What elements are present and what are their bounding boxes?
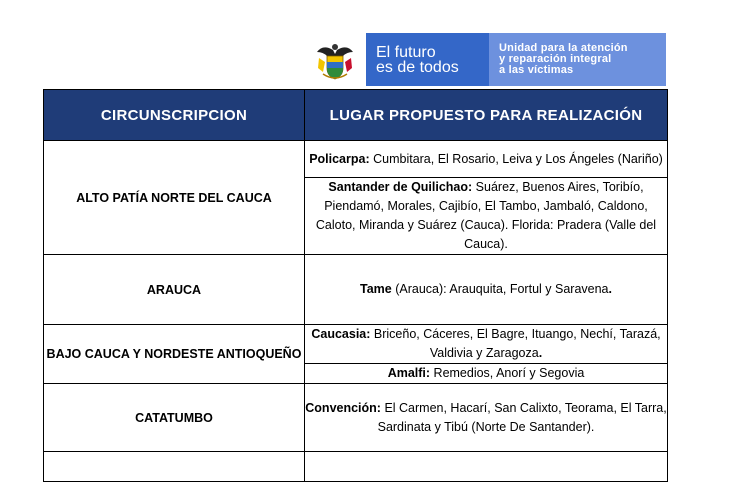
region-cell xyxy=(44,452,305,482)
table-row xyxy=(44,452,668,482)
table-row xyxy=(44,325,668,364)
place-tail: . xyxy=(538,346,543,360)
place-lead: Convención: xyxy=(305,400,381,415)
table-row xyxy=(44,141,668,178)
agency-name xyxy=(489,33,666,86)
table-header-row xyxy=(44,90,668,141)
agency-line-3: a las víctimas xyxy=(499,64,574,76)
header-banner xyxy=(304,33,666,86)
place-lead: Tame xyxy=(360,282,392,296)
coat-of-arms-logo xyxy=(304,33,366,86)
place-cell xyxy=(305,452,668,482)
place-text: El Carmen, Hacarí, San Calixto, Teorama, El Tarra, Sardinata y Tibú (Norte De Santander). xyxy=(377,400,667,434)
place-tail: . xyxy=(608,282,612,296)
agency-line-2: y reparación integral xyxy=(499,53,612,65)
circumscription-table xyxy=(43,89,668,482)
place-lead: Amalfi: xyxy=(387,366,431,380)
place-cell xyxy=(305,255,668,325)
table-row xyxy=(44,384,668,452)
slogan-line-1: El futuro xyxy=(376,43,436,61)
place-cell xyxy=(305,384,668,452)
government-brand xyxy=(304,33,489,86)
header-circunscripcion: CIRCUNSCRIPCION xyxy=(44,90,305,141)
place-cell xyxy=(305,325,668,364)
region-cell: CATATUMBO xyxy=(44,384,305,452)
header-lugar-propuesto: LUGAR PROPUESTO PARA REALIZACIÓN xyxy=(305,90,668,141)
place-lead: Santander de Quilichao: xyxy=(328,180,473,194)
slogan-line-2: es de todos xyxy=(376,58,459,76)
slogan xyxy=(366,45,459,75)
region-cell: BAJO CAUCA Y NORDESTE ANTIOQUEÑO xyxy=(44,325,305,384)
place-lead: Policarpa: xyxy=(309,151,370,166)
place-text: Briceño, Cáceres, El Bagre, Ituango, Nechí, Tarazá, Valdivia y Zaragoza xyxy=(370,327,661,360)
place-lead: Caucasia: xyxy=(311,327,371,341)
region-cell: ARAUCA xyxy=(44,255,305,325)
place-cell xyxy=(305,364,668,384)
place-text: Suárez, Buenos Aires, Toribío, Piendamó, Morales, Cajibío, El Tambo, Jambaló, Caldono, Caloto, Miranda y Suárez (Cauca). Florida: Pradera (Valle del Cauca). xyxy=(315,180,657,251)
table-row xyxy=(44,255,668,325)
place-cell xyxy=(305,178,668,255)
region-cell: ALTO PATÍA NORTE DEL CAUCA xyxy=(44,141,305,255)
place-text: Cumbitara, El Rosario, Leiva y Los Ángeles (Nariño) xyxy=(369,151,663,166)
agency-line-1: Unidad para la atención xyxy=(499,42,628,54)
place-cell xyxy=(305,141,668,178)
coat-of-arms-icon xyxy=(313,38,357,82)
place-text: (Arauca): Arauquita, Fortul y Saravena xyxy=(391,282,609,296)
place-text: Remedios, Anorí y Segovia xyxy=(430,366,585,380)
